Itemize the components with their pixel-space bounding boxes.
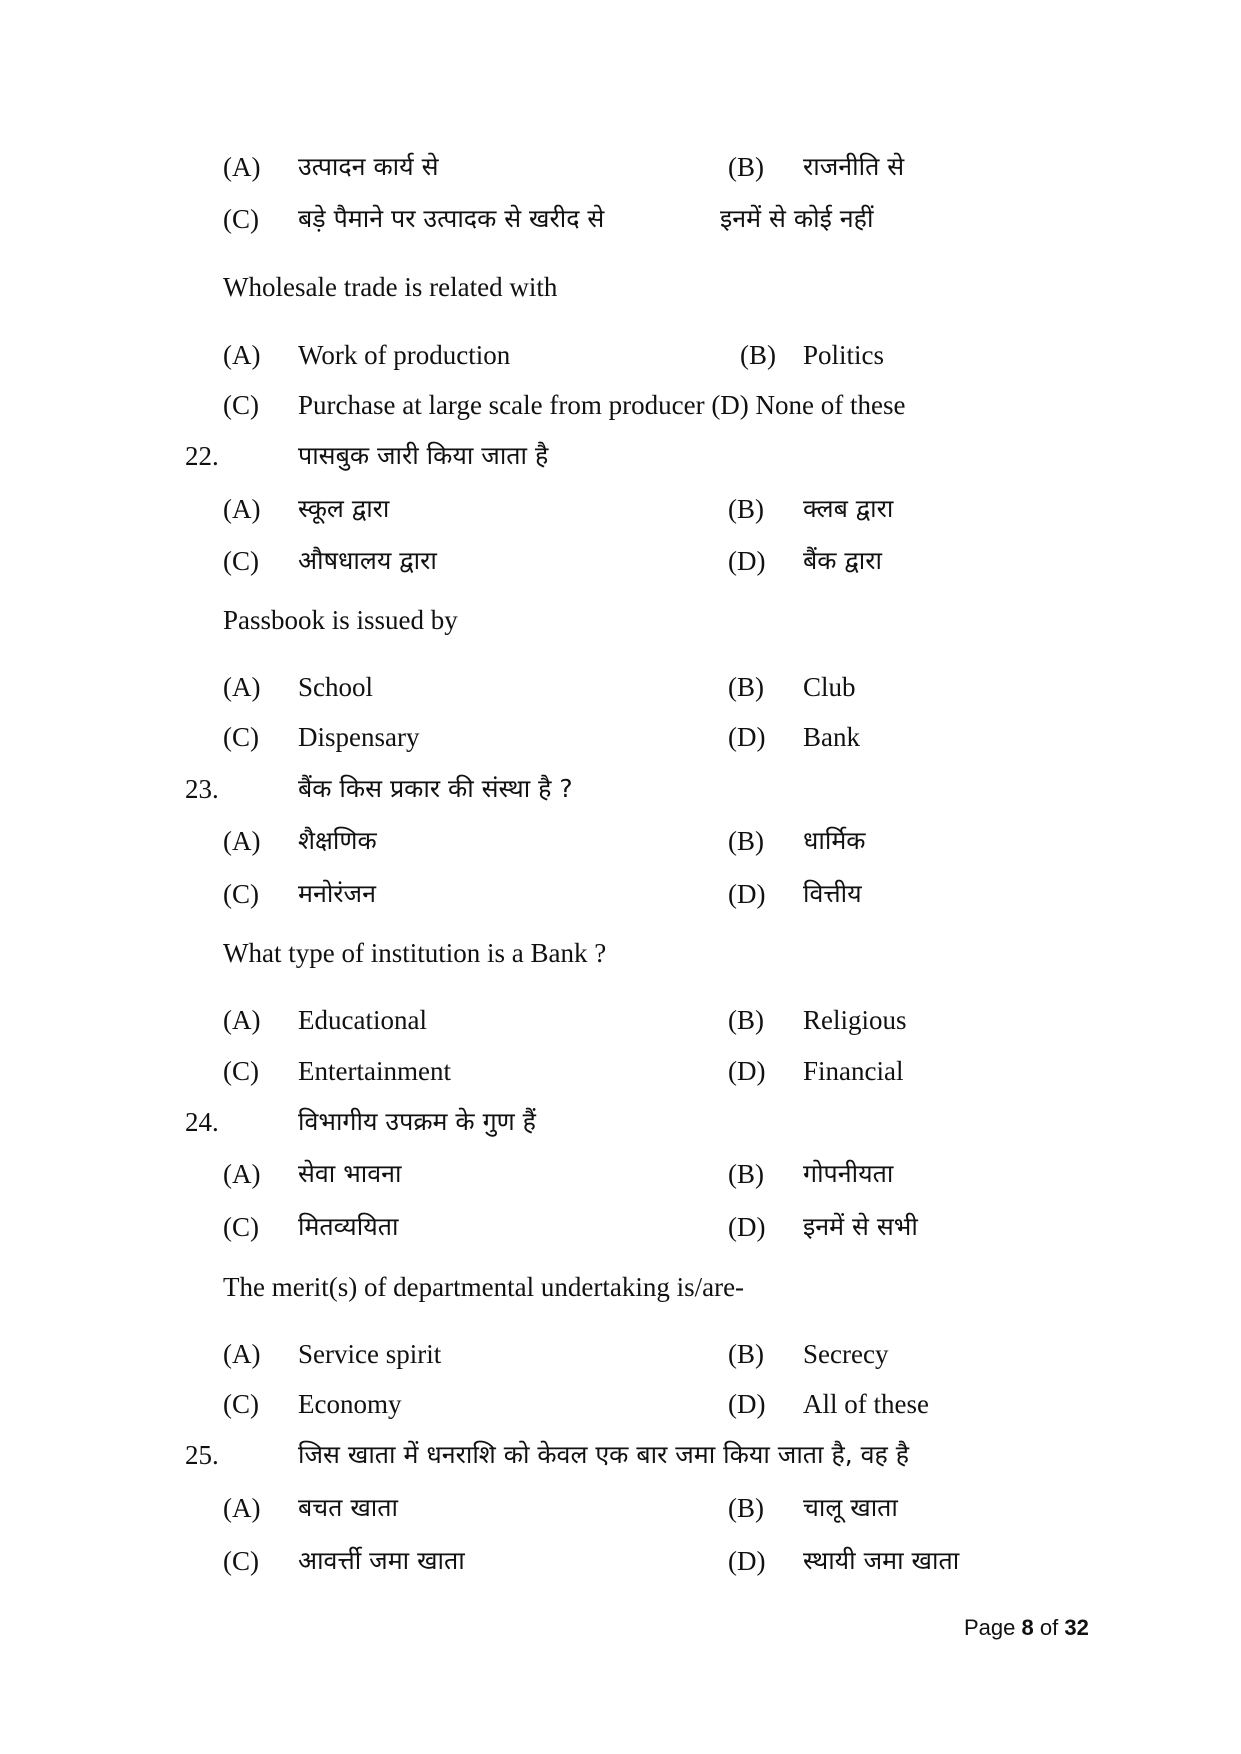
option-label: (B) — [728, 672, 764, 702]
option-label: (A) — [223, 152, 261, 182]
question-text-hindi: पासबुक जारी किया जाता है — [298, 441, 549, 470]
question-text-hindi: जिस खाता में धनराशि को केवल एक बार जमा किया जाता है, वह है — [298, 1440, 910, 1469]
option-text: Purchase at large scale from producer (D) None of these — [298, 390, 906, 420]
option-text: धार्मिक — [803, 826, 866, 855]
option-label: (D) — [728, 1212, 766, 1242]
question-number: 22. — [185, 441, 219, 471]
option-text: Dispensary — [298, 722, 420, 752]
option-text: इनमें से कोई नहीं — [720, 204, 874, 233]
question-text-english: The merit(s) of departmental undertaking is/are- — [223, 1272, 745, 1302]
option-text: मितव्ययिता — [298, 1212, 399, 1241]
option-text: Religious — [803, 1005, 907, 1035]
question-text-english: What type of institution is a Bank ? — [223, 938, 607, 968]
option-label: (C) — [223, 1389, 259, 1419]
option-text: आवर्त्ती जमा खाता — [298, 1546, 465, 1575]
option-label: (B) — [728, 494, 764, 524]
option-text: Financial — [803, 1056, 904, 1086]
option-label: (A) — [223, 826, 261, 856]
option-text: वित्तीय — [803, 879, 862, 908]
option-label: (A) — [223, 1005, 261, 1035]
option-text: स्कूल द्वारा — [298, 494, 390, 523]
option-text: शैक्षणिक — [298, 826, 377, 855]
option-text: Economy — [298, 1389, 402, 1419]
option-label: (D) — [728, 1546, 766, 1576]
option-label: (C) — [223, 390, 259, 420]
option-text: School — [298, 672, 374, 702]
option-label: (B) — [728, 826, 764, 856]
option-text: सेवा भावना — [298, 1159, 402, 1188]
option-text: इनमें से सभी — [803, 1212, 918, 1241]
question-number: 25. — [185, 1440, 219, 1470]
option-label: (D) — [728, 879, 766, 909]
option-text: Service spirit — [298, 1339, 442, 1369]
option-text: औषधालय द्वारा — [298, 546, 437, 575]
page-footer — [964, 1614, 1089, 1642]
option-text: चालू खाता — [803, 1493, 898, 1522]
option-text: Work of production — [298, 340, 511, 370]
option-label: (C) — [223, 546, 259, 576]
option-label: (A) — [223, 340, 261, 370]
option-label: (C) — [223, 879, 259, 909]
option-label: (B) — [740, 340, 776, 370]
option-text: Politics — [803, 340, 885, 370]
question-text-english: Wholesale trade is related with — [223, 272, 558, 302]
option-label: (B) — [728, 152, 764, 182]
option-label: (D) — [728, 1056, 766, 1086]
of-word: of — [1039, 1615, 1059, 1640]
option-label: (C) — [223, 204, 259, 234]
current-page-number: 8 — [1021, 1615, 1034, 1640]
option-label: (C) — [223, 1212, 259, 1242]
question-number: 24. — [185, 1107, 219, 1137]
option-label: (C) — [223, 722, 259, 752]
option-label: (A) — [223, 1339, 261, 1369]
option-label: (C) — [223, 1546, 259, 1576]
option-text: Educational — [298, 1005, 427, 1035]
option-text: राजनीति से — [803, 152, 905, 181]
option-label: (C) — [223, 1056, 259, 1086]
option-text: Secrecy — [803, 1339, 889, 1369]
question-number: 23. — [185, 774, 219, 804]
option-label: (D) — [728, 546, 766, 576]
option-text: गोपनीयता — [803, 1159, 894, 1188]
question-text-english: Passbook is issued by — [223, 605, 458, 635]
question-text-hindi: विभागीय उपक्रम के गुण हैं — [298, 1107, 536, 1136]
option-text: Bank — [803, 722, 860, 752]
option-label: (A) — [223, 672, 261, 702]
option-text: उत्पादन कार्य से — [298, 152, 439, 181]
option-label: (A) — [223, 1159, 261, 1189]
option-text: All of these — [803, 1389, 929, 1419]
question-text-hindi: बैंक किस प्रकार की संस्था है ? — [298, 774, 573, 803]
total-pages-number: 32 — [1064, 1615, 1089, 1640]
option-label: (B) — [728, 1005, 764, 1035]
option-label: (B) — [728, 1339, 764, 1369]
option-text: मनोरंजन — [298, 879, 376, 908]
option-text: Club — [803, 672, 856, 702]
option-label: (A) — [223, 494, 261, 524]
option-text: क्लब द्वारा — [803, 494, 894, 523]
option-text: बड़े पैमाने पर उत्पादक से खरीद से — [298, 204, 605, 233]
option-label: (B) — [728, 1159, 764, 1189]
option-text: बचत खाता — [298, 1493, 398, 1522]
option-label: (D) — [728, 1389, 766, 1419]
option-label: (A) — [223, 1493, 261, 1523]
option-text: बैंक द्वारा — [803, 546, 882, 575]
option-label: (D) — [728, 722, 766, 752]
option-text: Entertainment — [298, 1056, 451, 1086]
option-text: स्थायी जमा खाता — [803, 1546, 960, 1575]
option-label: (B) — [728, 1493, 764, 1523]
page-word: Page — [964, 1615, 1016, 1640]
